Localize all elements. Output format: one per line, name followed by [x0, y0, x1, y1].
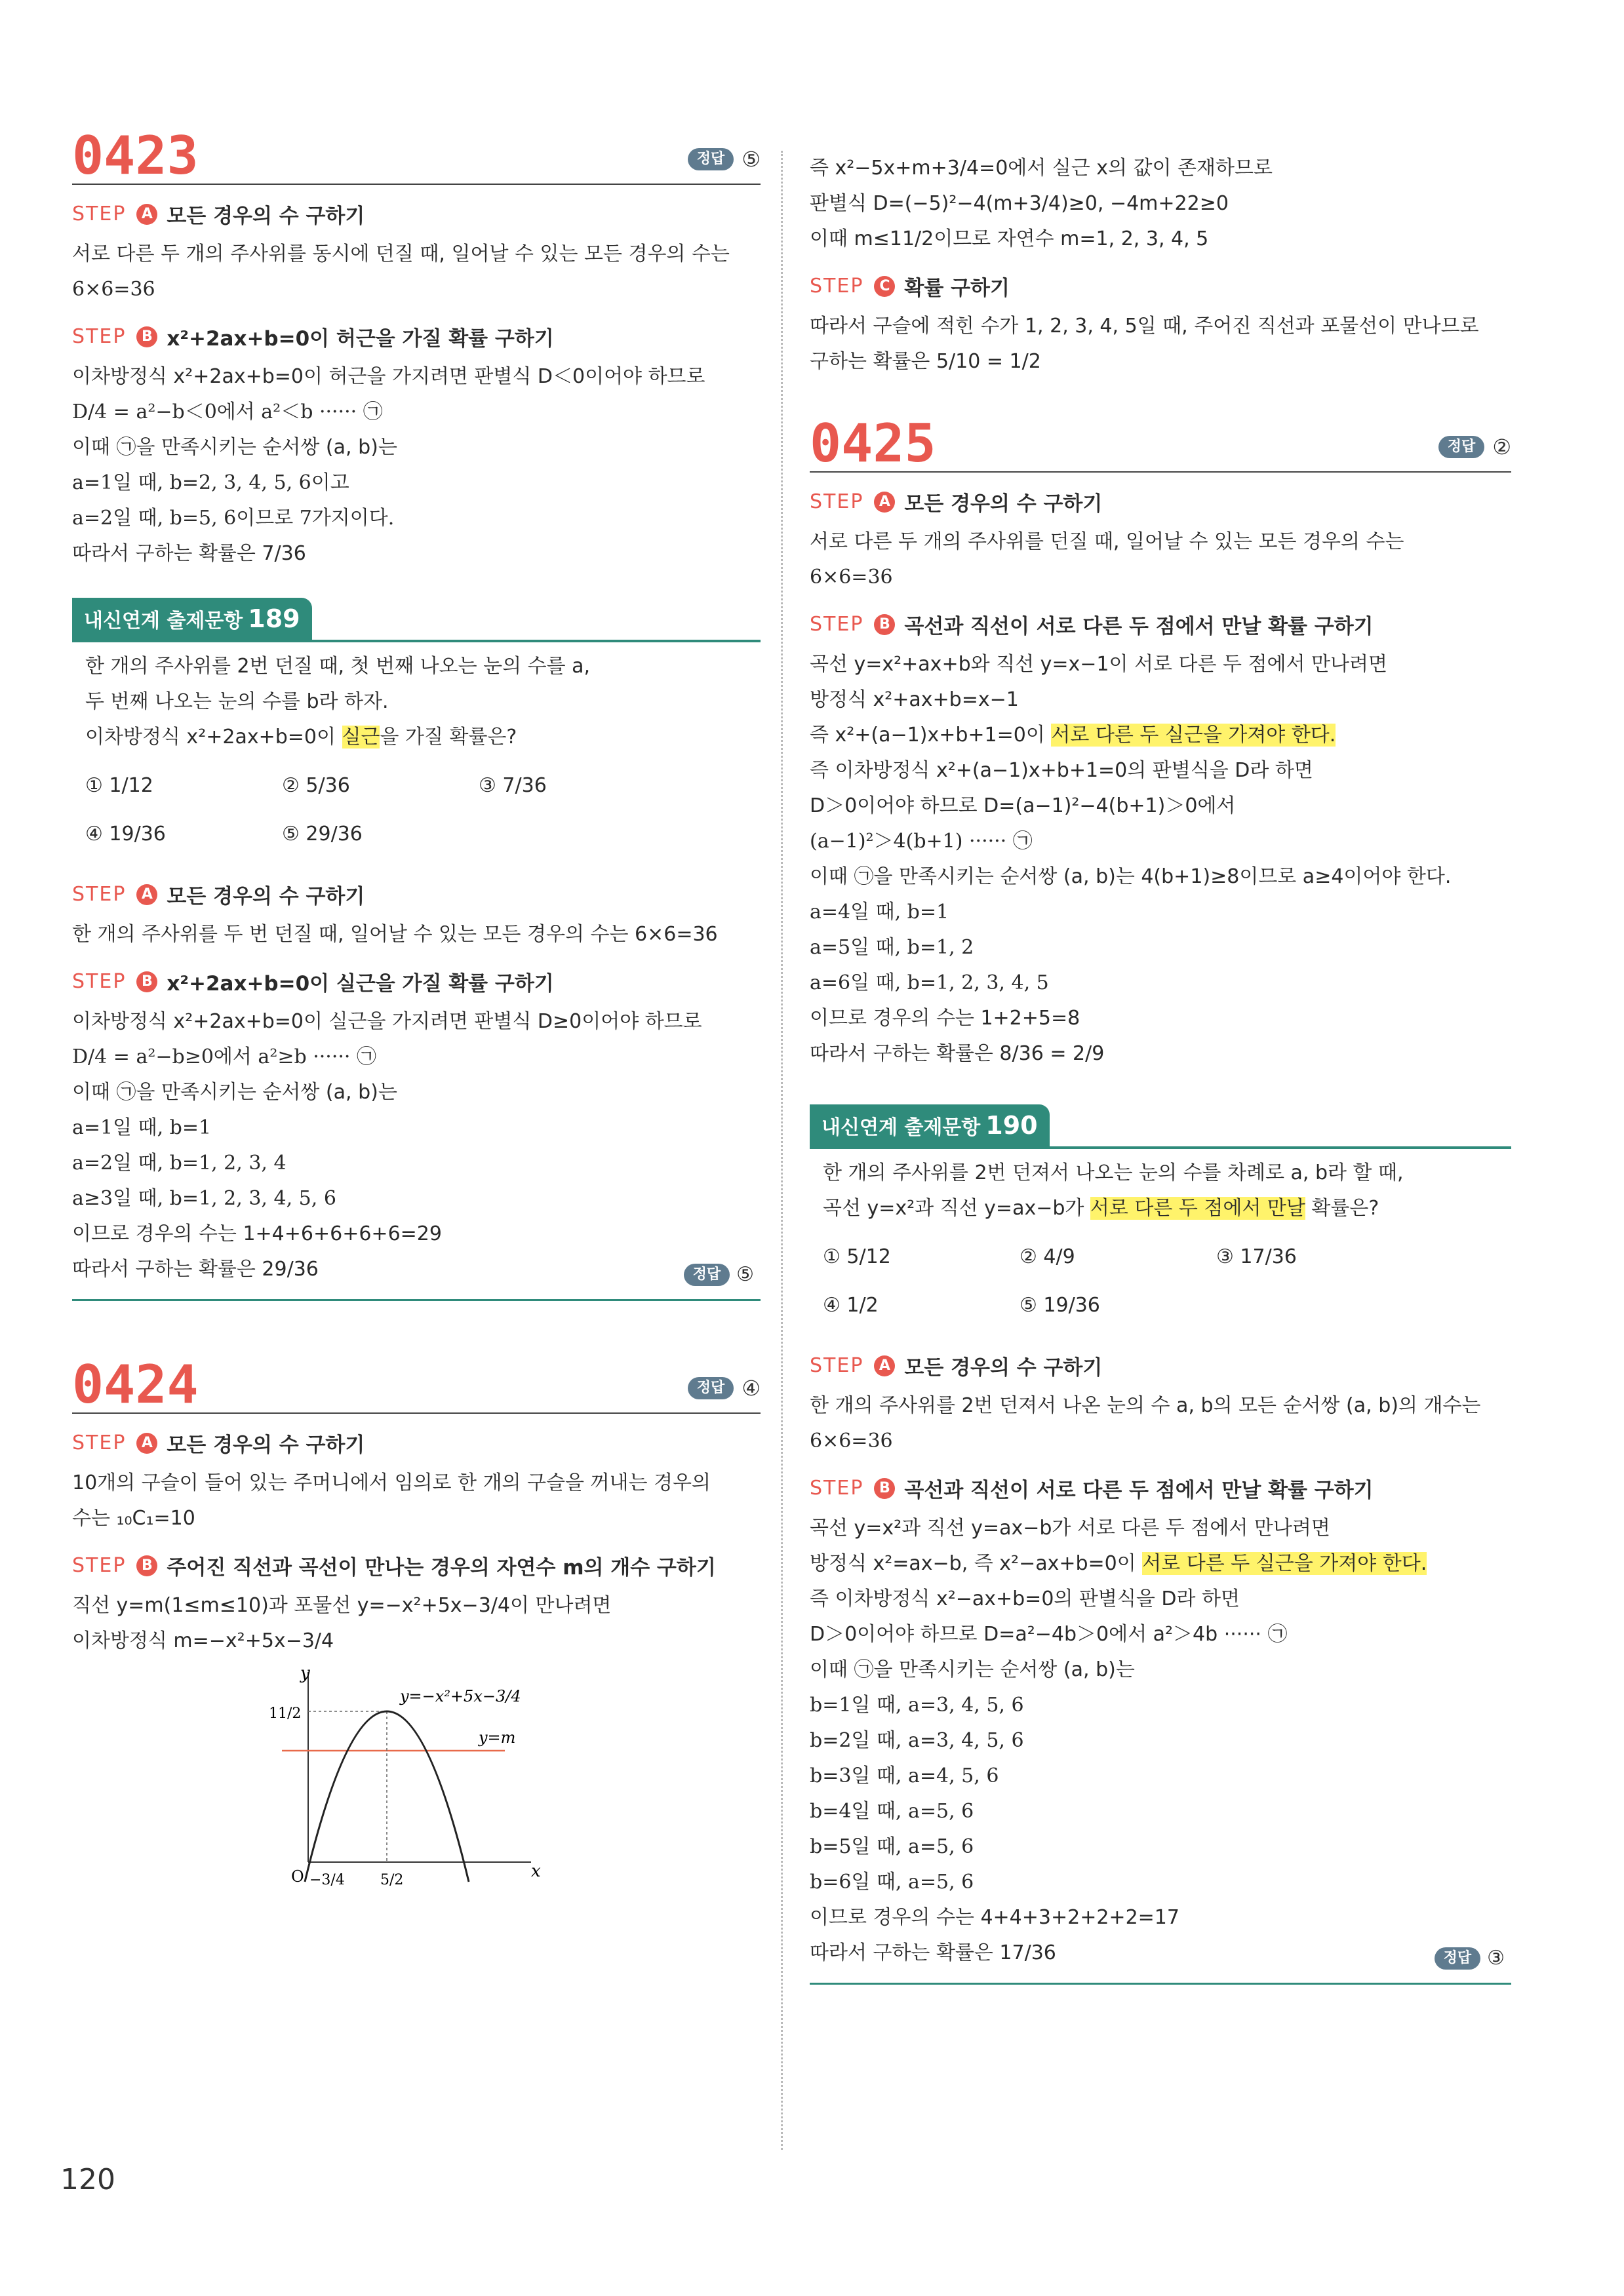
text-line: (a−1)²＞4(b+1) ······ ㉠ — [810, 830, 1033, 853]
step-label: STEP — [72, 203, 127, 225]
text-line: a=1일 때, b=1 — [72, 1116, 212, 1139]
curve-label: y=−x²+5x−3/4 — [400, 1687, 521, 1705]
text-line: a=4일 때, b=1 — [810, 901, 949, 924]
box-tag — [810, 1104, 1050, 1146]
text-line — [810, 1936, 1511, 1971]
step-b-heading — [810, 610, 1511, 639]
answer-indicator — [1435, 1941, 1505, 1976]
step-circle: A — [136, 204, 157, 225]
text-span: 따라서 구하는 확률은 29/36 — [72, 1258, 319, 1281]
box-header — [810, 1104, 1511, 1149]
origin-label: O — [291, 1867, 304, 1886]
text-line: a=5일 때, b=1, 2 — [810, 936, 974, 959]
text-line: 한 개의 주사위를 두 번 던질 때, 일어날 수 있는 모든 경우의 수는 6×6=36 — [72, 923, 718, 946]
text-span: 이차방정식 x²+2ax+b=0이 — [85, 726, 342, 749]
step-a-heading — [810, 1351, 1511, 1380]
step-a-heading — [810, 487, 1511, 516]
step-title: x²+2ax+b=0이 실근을 가질 확률 구하기 — [167, 972, 554, 996]
text-line: 이므로 경우의 수는 1+2+5=8 — [810, 1007, 1080, 1030]
option-1: ① 5/12 — [823, 1245, 891, 1268]
x-tick-label: 5/2 — [380, 1872, 404, 1888]
answer-indicator — [1438, 435, 1511, 459]
x-tick-label: −3/4 — [309, 1872, 345, 1888]
answer-options — [85, 762, 761, 859]
text-line: 이차방정식 x²+2ax+b=0이 실근을 가지려면 판별식 D≥0이어야 하므로 — [72, 1010, 702, 1033]
left-column — [72, 118, 761, 1888]
option-5: ⑤ 19/36 — [1020, 1294, 1100, 1317]
text-line: 곡선 y=x²+ax+b와 직선 y=x−1이 서로 다른 두 점에서 만나려면 — [810, 653, 1387, 676]
text-line — [72, 1252, 761, 1287]
question-number: 0424 — [72, 1354, 199, 1415]
text-line: 6×6=36 — [810, 1430, 893, 1452]
step-a-heading — [72, 199, 761, 229]
text-line: 이때 ㉠을 만족시키는 순서쌍 (a, b)는 — [72, 436, 397, 459]
step-title: 주어진 직선과 곡선이 만나는 경우의 자연수 m의 개수 구하기 — [167, 1556, 716, 1580]
box-number: 189 — [248, 604, 300, 633]
text-span: 방정식 x²=ax−b, 즉 x²−ax+b=0이 — [810, 1552, 1143, 1575]
text-line: 한 개의 주사위를 2번 던져서 나온 눈의 수 a, b의 모든 순서쌍 (a, b)의 개수는 — [810, 1394, 1481, 1417]
text-line: D＞0이어야 하므로 D=a²−4b＞0에서 a²＞4b ······ ㉠ — [810, 1623, 1288, 1646]
text-line: 서로 다른 두 개의 주사위를 던질 때, 일어날 수 있는 모든 경우의 수는 — [810, 530, 1404, 553]
text-line: D/4 = a²−b＜0에서 a²＜b ······ ㉠ — [72, 400, 383, 423]
step-title: 모든 경우의 수 구하기 — [904, 1356, 1103, 1380]
step-label: STEP — [810, 1354, 864, 1377]
step-label: STEP — [72, 1431, 127, 1454]
text-line: b=4일 때, a=5, 6 — [810, 1800, 974, 1823]
text-span: 따라서 구하는 확률은 17/36 — [810, 1941, 1056, 1964]
step-c-heading — [810, 271, 1511, 301]
step-title: 모든 경우의 수 구하기 — [167, 1433, 365, 1457]
step-circle: B — [136, 1555, 157, 1576]
step-circle: B — [136, 971, 157, 992]
step-circle: C — [874, 276, 895, 297]
step-label: STEP — [72, 883, 127, 906]
answer-value: ⑤ — [736, 1263, 754, 1286]
text-line: 이므로 경우의 수는 4+4+3+2+2+2=17 — [810, 1906, 1179, 1929]
text-line: 이때 ㉠을 만족시키는 순서쌍 (a, b)는 — [810, 1658, 1135, 1681]
x-axis-label: x — [531, 1861, 541, 1881]
step-title: 모든 경우의 수 구하기 — [904, 492, 1103, 516]
y-axis-label: y — [300, 1665, 310, 1683]
step-title: 곡선과 직선이 서로 다른 두 점에서 만날 확률 구하기 — [904, 1479, 1374, 1502]
option-1: ① 1/12 — [85, 774, 153, 797]
step-circle: A — [136, 884, 157, 905]
step-b-heading — [810, 1473, 1511, 1503]
answer-options — [823, 1233, 1511, 1330]
option-2: ② 5/36 — [282, 774, 350, 797]
box-tag — [72, 598, 312, 640]
step-label: STEP — [810, 275, 864, 298]
problem-box-190 — [810, 1104, 1511, 1991]
box-bottom-rule — [810, 1983, 1511, 1985]
text-span: 확률은? — [1305, 1197, 1379, 1220]
option-5: ⑤ 29/36 — [282, 823, 363, 846]
text-span: 즉 x²+(a−1)x+b+1=0이 — [810, 724, 1052, 747]
text-line — [810, 1546, 1511, 1582]
answer-value: ⑤ — [742, 147, 761, 172]
step-title: x²+2ax+b=0이 허근을 가질 확률 구하기 — [167, 327, 554, 351]
text-line: b=3일 때, a=4, 5, 6 — [810, 1764, 999, 1787]
problem-box-189 — [72, 598, 761, 1308]
text-line: 10개의 구슬이 들어 있는 주머니에서 임의로 한 개의 구슬을 꺼내는 경우의 — [72, 1471, 711, 1494]
question-header-0425 — [810, 406, 1511, 473]
text-line: a=2일 때, b=1, 2, 3, 4 — [72, 1152, 287, 1175]
text-line: 따라서 구슬에 적힌 수가 1, 2, 3, 4, 5일 때, 주어진 직선과 포물선이 만나므로 — [810, 315, 1479, 338]
text-line: 6×6=36 — [72, 278, 155, 301]
text-line: D＞0이어야 하므로 D=(a−1)²−4(b+1)＞0에서 — [810, 794, 1236, 817]
highlight: 서로 다른 두 실근을 가져야 한다. — [1142, 1552, 1427, 1575]
answer-value: ④ — [742, 1376, 761, 1401]
text-line: 즉 x²−5x+m+3/4=0에서 실근 x의 값이 존재하므로 — [810, 157, 1273, 180]
step-b-heading — [72, 322, 761, 351]
highlight: 서로 다른 두 실근을 가져야 한다. — [1051, 724, 1336, 747]
answer-indicator — [688, 1376, 761, 1401]
question-line — [823, 1191, 1511, 1226]
step-title: 모든 경우의 수 구하기 — [167, 204, 365, 228]
option-2: ② 4/9 — [1020, 1245, 1075, 1268]
step-label: STEP — [810, 613, 864, 636]
text-line: b=5일 때, a=5, 6 — [810, 1835, 974, 1858]
step-label: STEP — [810, 490, 864, 513]
box-number: 190 — [985, 1111, 1038, 1140]
step-label: STEP — [72, 325, 127, 348]
text-line: b=6일 때, a=5, 6 — [810, 1871, 974, 1894]
question-line — [85, 720, 761, 755]
text-line: 즉 이차방정식 x²−ax+b=0의 판별식을 D라 하면 — [810, 1587, 1240, 1610]
text-line: 따라서 구하는 확률은 7/36 — [72, 542, 306, 565]
step-circle: A — [136, 1433, 157, 1454]
text-line: 이때 ㉠을 만족시키는 순서쌍 (a, b)는 — [72, 1081, 397, 1104]
right-column — [810, 151, 1511, 1991]
option-3: ③ 17/36 — [1216, 1245, 1297, 1268]
step-label: STEP — [72, 1554, 127, 1577]
text-line: a≥3일 때, b=1, 2, 3, 4, 5, 6 — [72, 1187, 336, 1210]
text-line: 판별식 D=(−5)²−4(m+3/4)≥0, −4m+22≥0 — [810, 192, 1229, 215]
box-tag-label: 내신연계 출제문항 — [84, 610, 243, 632]
box-bottom-rule — [72, 1299, 761, 1301]
text-line: b=2일 때, a=3, 4, 5, 6 — [810, 1729, 1024, 1752]
box-tag-label: 내신연계 출제문항 — [822, 1116, 981, 1139]
step-circle: A — [874, 492, 895, 513]
text-line: 이때 ㉠을 만족시키는 순서쌍 (a, b)는 4(b+1)≥8이므로 a≥4이어야 한다. — [810, 865, 1452, 888]
step-circle: A — [874, 1355, 895, 1376]
step-title: 곡선과 직선이 서로 다른 두 점에서 만날 확률 구하기 — [904, 615, 1374, 638]
step-circle: B — [874, 614, 895, 635]
text-span: 곡선 y=x²과 직선 y=ax−b가 — [823, 1197, 1090, 1220]
option-3: ③ 7/36 — [479, 774, 547, 797]
option-4: ④ 19/36 — [85, 823, 166, 846]
answer-indicator — [684, 1257, 754, 1293]
text-line: 6×6=36 — [810, 566, 893, 589]
text-line: 이므로 경우의 수는 1+4+6+6+6+6=29 — [72, 1222, 442, 1245]
text-line: 곡선 y=x²과 직선 y=ax−b가 서로 다른 두 점에서 만나려면 — [810, 1517, 1330, 1540]
text-line: 이차방정식 x²+2ax+b=0이 허근을 가지려면 판별식 D＜0이어야 하므로 — [72, 365, 705, 388]
answer-badge: 정답 — [1438, 436, 1485, 458]
question-number: 0423 — [72, 125, 199, 186]
answer-indicator — [688, 147, 761, 172]
line-label: y=m — [479, 1728, 516, 1747]
step-label: STEP — [72, 970, 127, 993]
text-line: 이차방정식 m=−x²+5x−3/4 — [72, 1629, 334, 1652]
step-a-heading — [72, 1428, 761, 1458]
box-body — [810, 1149, 1511, 1336]
text-line: 방정식 x²+ax+b=x−1 — [810, 688, 1019, 711]
answer-badge: 정답 — [688, 1377, 734, 1399]
step-a-heading — [72, 880, 761, 909]
answer-value: ③ — [1487, 1947, 1505, 1970]
text-line: 따라서 구하는 확률은 8/36 = 2/9 — [810, 1042, 1105, 1065]
step-circle: B — [136, 326, 157, 347]
step-label: STEP — [810, 1477, 864, 1500]
text-line: 이때 m≤11/2이므로 자연수 m=1, 2, 3, 4, 5 — [810, 227, 1209, 250]
question-line: 두 번째 나오는 눈의 수를 b라 하자. — [85, 690, 389, 713]
highlight: 서로 다른 두 점에서 만날 — [1090, 1197, 1305, 1220]
box-body — [72, 642, 761, 865]
text-line: 구하는 확률은 5/10 = 1/2 — [810, 350, 1041, 373]
text-line: 직선 y=m(1≤m≤10)과 포물선 y=−x²+5x−3/4이 만나려면 — [72, 1594, 612, 1617]
text-line: a=2일 때, b=5, 6이므로 7가지이다. — [72, 507, 395, 530]
text-line: a=6일 때, b=1, 2, 3, 4, 5 — [810, 971, 1049, 994]
step-b-heading — [72, 1551, 761, 1580]
box-header — [72, 598, 761, 642]
text-span: 을 가질 확률은? — [380, 726, 517, 749]
step-title: 모든 경우의 수 구하기 — [167, 885, 365, 908]
answer-value: ② — [1492, 435, 1511, 459]
question-header-0424 — [72, 1347, 761, 1414]
question-line: 한 개의 주사위를 2번 던질 때, 첫 번째 나오는 눈의 수를 a, — [85, 655, 591, 678]
text-line — [810, 718, 1511, 753]
question-number: 0425 — [810, 413, 936, 474]
question-header-0423 — [72, 118, 761, 185]
answer-badge: 정답 — [688, 148, 734, 170]
text-line: a=1일 때, b=2, 3, 4, 5, 6이고 — [72, 471, 349, 494]
option-4: ④ 1/2 — [823, 1294, 879, 1317]
step-b-heading — [72, 967, 761, 996]
page-number: 120 — [60, 2163, 115, 2196]
step-title: 확률 구하기 — [904, 277, 1010, 300]
answer-badge: 정답 — [684, 1264, 730, 1286]
question-line: 한 개의 주사위를 2번 던져서 나오는 눈의 수를 차례로 a, b라 할 때, — [823, 1161, 1404, 1184]
parabola-graph — [269, 1665, 544, 1888]
text-line: 수는 ₁₀C₁=10 — [72, 1507, 195, 1530]
text-line: 즉 이차방정식 x²+(a−1)x+b+1=0의 판별식을 D라 하면 — [810, 759, 1313, 782]
y-tick-label: 11/2 — [269, 1705, 302, 1722]
answer-badge: 정답 — [1435, 1947, 1481, 1970]
step-circle: B — [874, 1478, 895, 1499]
highlight: 실근 — [342, 726, 380, 749]
column-divider — [781, 151, 783, 2150]
text-line: D/4 = a²−b≥0에서 a²≥b ······ ㉠ — [72, 1045, 376, 1068]
text-line: 서로 다른 두 개의 주사위를 동시에 던질 때, 일어날 수 있는 모든 경우의 수는 — [72, 243, 730, 265]
text-line: b=1일 때, a=3, 4, 5, 6 — [810, 1694, 1024, 1717]
